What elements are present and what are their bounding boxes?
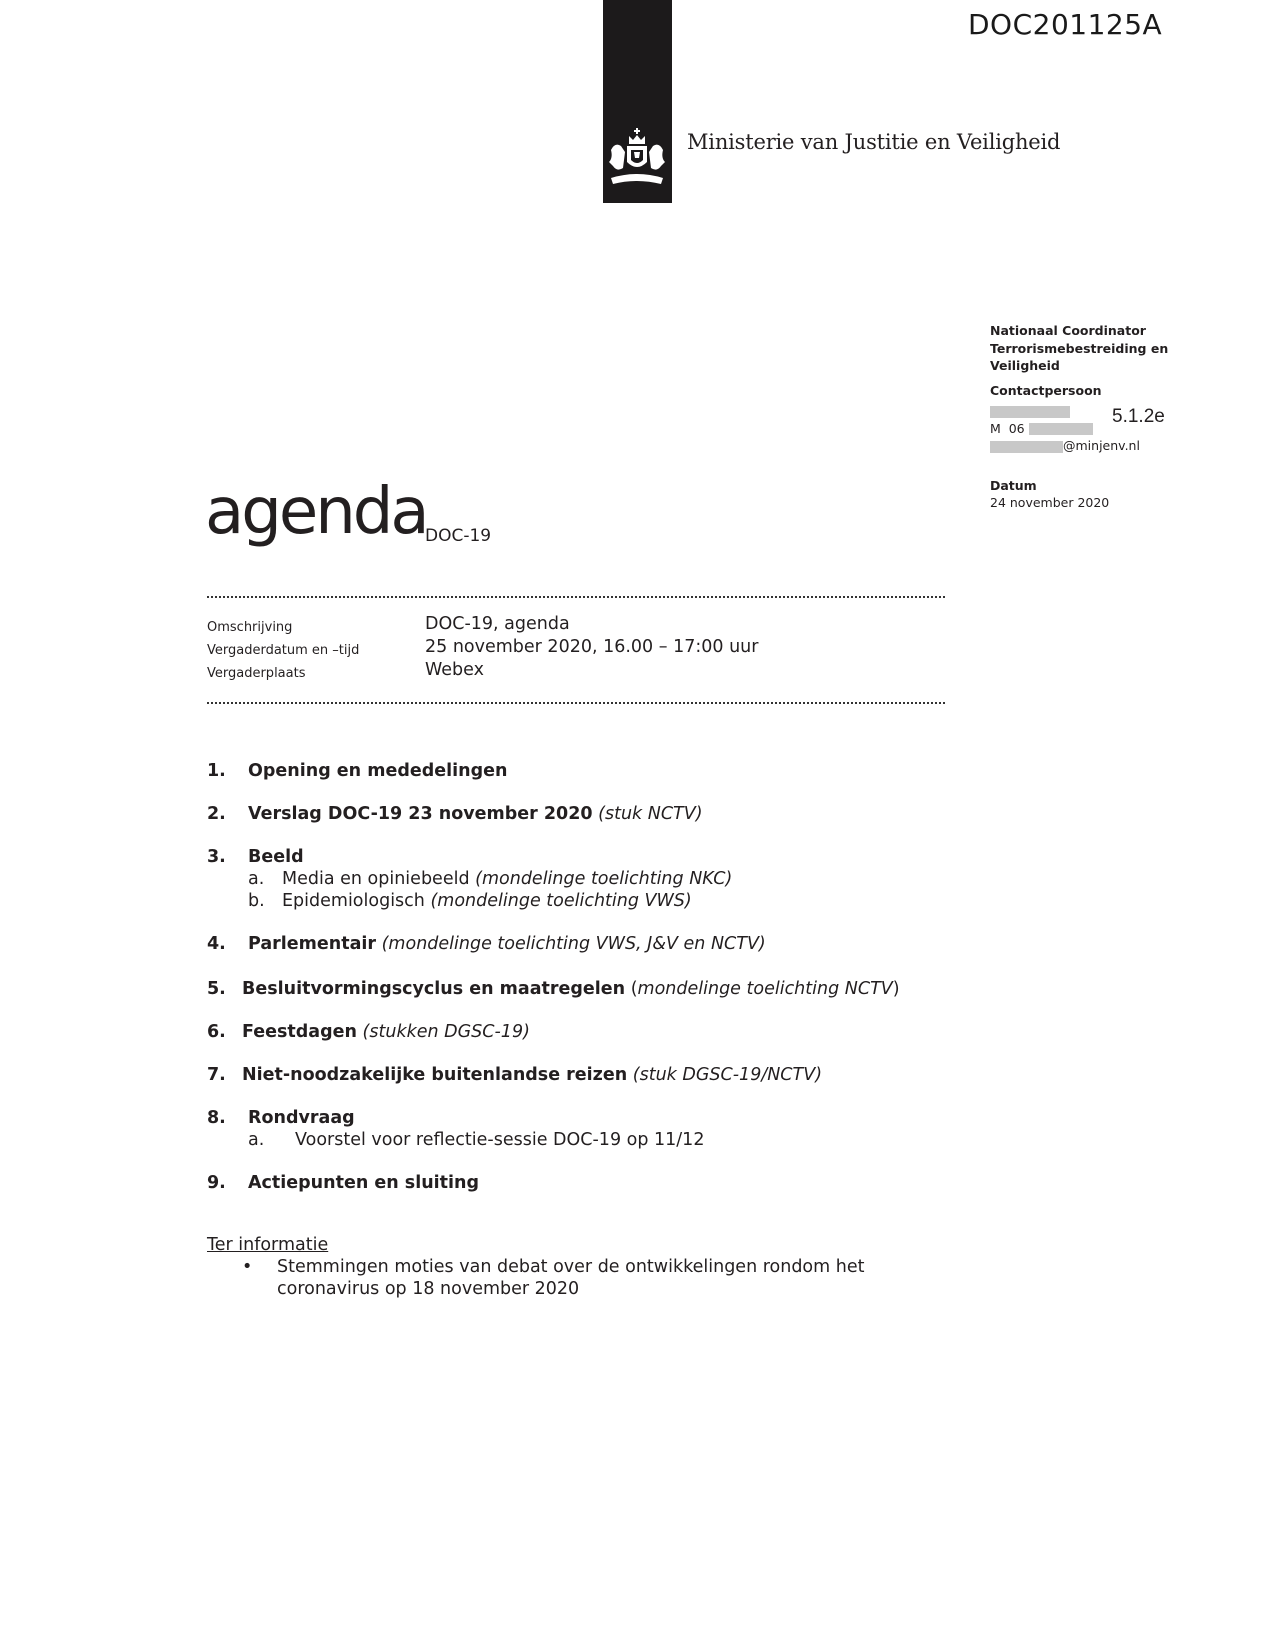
agenda-item-6: [207, 1021, 947, 1043]
item-number: 4.: [207, 934, 226, 954]
information-heading: Ter informatie: [207, 1235, 329, 1255]
bullet-icon: •: [242, 1257, 253, 1277]
org-line-1: Nationaal Coordinator: [990, 323, 1146, 338]
meta-value-datetime: 25 november 2020, 16.00 – 17:00 uur: [425, 637, 759, 657]
item-label: Niet-noodzakelijke buitenlandse reizen: [242, 1065, 628, 1085]
item-number: 6.: [207, 1022, 226, 1042]
document-id: DOC201125A: [968, 8, 1163, 41]
item-number: 1.: [207, 761, 226, 781]
item-number: 8.: [207, 1108, 226, 1128]
page-subtitle: DOC-19: [425, 526, 492, 546]
item-note: (stuk NCTV): [598, 804, 703, 824]
email-suffix: @minjenv.nl: [1063, 438, 1140, 453]
meta-label-datetime: Vergaderdatum en –tijd: [207, 643, 360, 658]
page-title: agenda: [205, 475, 427, 549]
meta-label-location: Vergaderplaats: [207, 666, 306, 681]
item-number: 2.: [207, 804, 226, 824]
sub-item-8a: [207, 1129, 947, 1151]
redacted-name: [990, 406, 1070, 418]
redacted-email-user: [990, 441, 1063, 453]
meta-value-description: DOC-19, agenda: [425, 614, 570, 634]
sub-text: Epidemiologisch: [282, 891, 425, 911]
sub-text: Media en opiniebeeld: [282, 869, 470, 889]
redacted-phone: [1029, 423, 1093, 435]
item-label: Opening en mededelingen: [248, 761, 508, 781]
divider-top: [207, 596, 945, 598]
contact-label: Contactpersoon: [990, 382, 1102, 398]
item-label: Parlementair: [248, 934, 377, 954]
item-number: 5.: [207, 979, 226, 999]
item-label: Feestdagen: [242, 1022, 357, 1042]
note-paren-open: (: [630, 979, 638, 999]
date-value: 24 november 2020: [990, 495, 1110, 510]
agenda-item-9: [207, 1172, 947, 1194]
meta-label-description: Omschrijving: [207, 620, 293, 635]
agenda-item-2: [207, 803, 947, 825]
sub-letter: a.: [248, 869, 265, 889]
sub-note: (mondelinge toelichting NKC): [475, 869, 733, 889]
note-paren-close: ): [892, 979, 900, 999]
item-number: 9.: [207, 1173, 226, 1193]
ministry-name: Ministerie van Justitie en Veiligheid: [687, 130, 1061, 154]
agenda-item-5: [207, 978, 947, 1000]
agenda-item-8: [207, 1107, 947, 1151]
item-label: Actiepunten en sluiting: [248, 1173, 480, 1193]
divider-bottom: [207, 702, 945, 704]
meta-value-location: Webex: [425, 660, 484, 680]
information-item: [207, 1256, 907, 1300]
agenda-item-3: [207, 846, 947, 912]
agenda-list: [207, 760, 947, 1215]
sub-letter: b.: [248, 891, 265, 911]
item-number: 3.: [207, 847, 226, 867]
sub-text: Voorstel voor reflectie-sessie DOC-19 op 11/12: [295, 1130, 705, 1150]
phone-prefix: M 06: [990, 420, 1025, 436]
sub-item-3a: [207, 868, 947, 890]
item-note: (stuk DGSC-19/NCTV): [632, 1065, 823, 1085]
item-label: Rondvraag: [248, 1108, 355, 1128]
item-note: (mondelinge toelichting VWS, J&V en NCTV): [381, 934, 766, 954]
agenda-item-7: [207, 1064, 947, 1086]
redaction-code: 5.1.2e: [1112, 406, 1165, 427]
agenda-item-1: [207, 760, 947, 782]
item-label: Verslag DOC-19 23 november 2020: [248, 804, 593, 824]
coat-of-arms-icon: [605, 128, 669, 194]
item-note: (stukken DGSC-19): [362, 1022, 530, 1042]
sub-item-3b: [207, 890, 947, 912]
agenda-item-4: [207, 933, 947, 955]
item-number: 7.: [207, 1065, 226, 1085]
date-label: Datum: [990, 477, 1037, 493]
sub-note: (mondelinge toelichting VWS): [430, 891, 692, 911]
org-line-3: Veiligheid: [990, 358, 1060, 373]
item-label: Besluitvormingscyclus en maatregelen: [242, 979, 626, 999]
information-section: [207, 1234, 907, 1300]
information-text: Stemmingen moties van debat over de ontwikkelingen rondom het coronavirus op 18 november 2020: [277, 1257, 865, 1299]
item-note: mondelinge toelichting NCTV: [637, 979, 893, 999]
org-line-2: Terrorismebestreiding en: [990, 340, 1169, 356]
item-label: Beeld: [248, 847, 304, 867]
sub-letter: a.: [248, 1130, 265, 1150]
